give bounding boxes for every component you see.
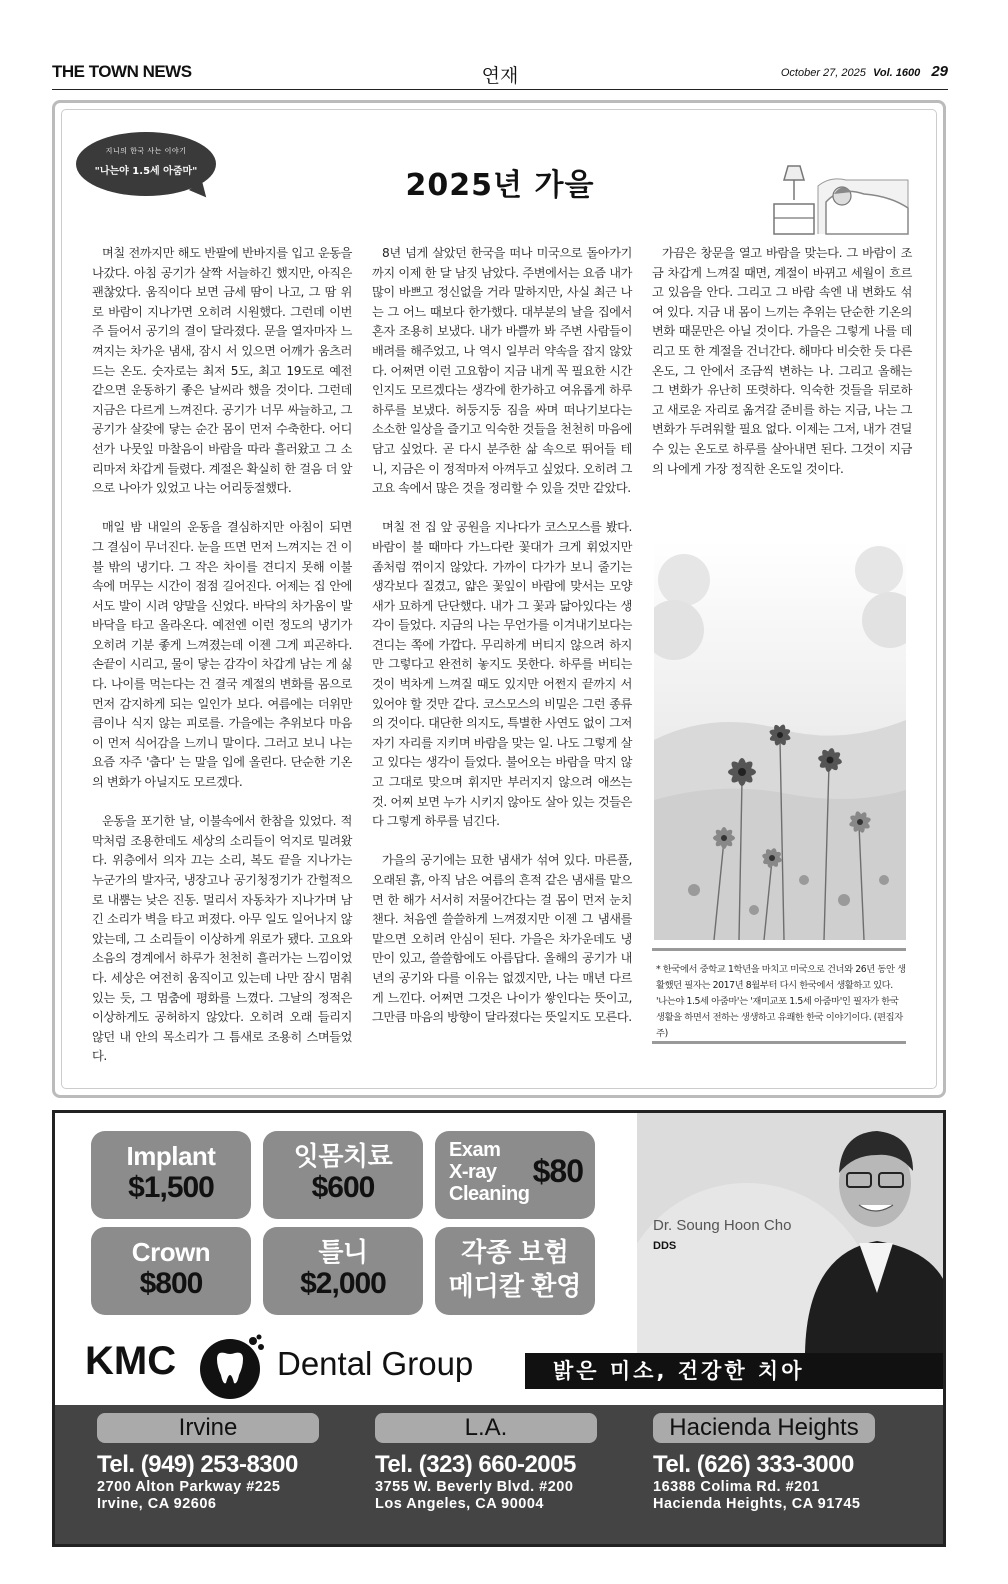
location-address-line2: Hacienda Heights, CA 91745	[653, 1496, 861, 1512]
pill-label: 틀니	[318, 1237, 368, 1267]
article-column-1	[92, 244, 352, 1087]
ad-price-area	[55, 1113, 635, 1353]
dental-advertisement	[52, 1110, 946, 1547]
editor-note: * 한국에서 중학교 1학년을 마치고 미국으로 건너와 26년 동안 생활했던 필자는 2017년 8월부터 다시 한국에서 생활하고 있다. '나는야 1.5세 아줌마'는 '재미교포 1.5세 아줌마'인 필자가 한국 생활을 하면서 전하는 생생하고 유쾌한 한국 이야기이다. (편집자 주)	[656, 964, 906, 1039]
doctor-degree: DDS	[653, 1240, 677, 1252]
cleaning-label: Cleaning	[449, 1183, 530, 1205]
pill-price: $800	[139, 1267, 203, 1300]
location-city: Hacienda Heights	[653, 1413, 875, 1443]
paragraph: 운동을 포기한 날, 이불속에서 한참을 있었다. 적막처럼 조용한데도 세상의 소리들이 억지로 밀려왔다. 위층에서 의자 끄는 소리, 복도 끝을 지나가는 누군가의 발자국, 냉장고나 공기청정기가 간헐적으로 내뿜는 낮은 진동. 멀리서 자동차가 지나가며 남긴 소리가 벽을 타고 퍼졌다. 아무 일도 일어나지 않았는데, 그 소리들이 이상하게 위로가 됐다. 고요와 소음의 경계에서 하루가 천천히 흘러가는 느낌이었다. 세상은 여전히 움직이고 있는데 나만 잠시 멈춰 있는 듯, 그 멈춤에 평화를 느꼈다. 그날의 정적은 이상하게도 공허하지 않았다. 오히려 오래 들리지 않던 내 안의 목소리가 그 틈새로 조용히 스며들었다.	[92, 814, 352, 1064]
paragraph: 가끔은 창문을 열고 바람을 맞는다. 그 바람이 조금 차갑게 느껴질 때면, 계절이 바뀌고 세월이 흐르고 있음을 안다. 그리고 그 바람 속엔 내 변화도 섞여 있다. 지금 내 몸이 느끼는 추위는 단순한 기온의 변화 때문만은 아닐 것이다. 가을은 그렇게 나를 데리고 또 한 계절을 건너간다. 해마다 비슷한 듯 다른 온도, 그 안에서 조금씩 변하는 나. 그리고 올해는 그 변화가 유난히 또렷하다. 익숙한 것들을 뒤로하고 새로운 자리로 옮겨갈 준비를 하는 지금, 나는 그 변화가 두려워할 필요 없다. 이제는 그저, 내가 견딜 수 있는 온도로 하루를 살아내면 된다. 그것이 지금의 나에게 가장 정직한 온도일 것이다.	[652, 246, 912, 476]
section-name: 연재	[481, 65, 519, 87]
issue-date: October 27, 2025	[780, 67, 866, 79]
pill-price: $600	[311, 1171, 375, 1204]
location-address-line1: 16388 Colima Rd. #201	[653, 1479, 820, 1495]
paragraph: 매일 밤 내일의 운동을 결심하지만 아침이 되면 그 결심이 무너진다. 눈을 뜨면 먼저 느껴지는 건 이불 밖의 냉기다. 그 작은 차이를 견디지 못해 이불 속에 머무는 시간이 점점 길어진다. 어제는 집 안에서도 발이 시려 양말을 신었다. 바닥의 차가움이 발바닥을 타고 올라온다. 예전엔 이런 정도의 냉기가 오히려 기분 좋게 느껴졌는데 이젠 그게 피곤하다. 손끝이 시리고, 물이 닿는 감각이 차갑게 남는 게 싫다. 나이를 먹는다는 건 결국 계절의 변화를 몸으로 먼저 감지하게 되는 일인가 보다. 여름에는 더위만큼이나 식지 않는 피로를. 가을에는 추위보다 마음이 먼저 식어감을 느끼니 말이다. 그러고 보니 나는 요즘 자주 '춥다' 는 말을 입에 올린다. 단순한 기온의 변화가 아닐지도 모르겠다.	[92, 520, 352, 790]
insurance-line: 각종 보험	[461, 1237, 569, 1267]
location-address-line1: 2700 Alton Parkway #225	[97, 1479, 281, 1495]
article-title: 2025년 가을	[405, 168, 595, 203]
note-divider-bottom	[652, 1041, 906, 1044]
page-header	[52, 60, 948, 90]
exam-price: $80	[532, 1153, 583, 1189]
tooth-logo-icon	[197, 1331, 267, 1401]
pill-price: $1,500	[128, 1171, 214, 1204]
exam-services	[449, 1139, 529, 1205]
location-phone[interactable]: Tel. (626) 333-3000	[653, 1451, 854, 1478]
location-phone[interactable]: Tel. (949) 253-8300	[97, 1451, 298, 1478]
location-address-line1: 3755 W. Beverly Blvd. #200	[375, 1479, 574, 1495]
paragraph: 가을의 공기에는 묘한 냄새가 섞여 있다. 마른풀, 오래된 흙, 아직 남은 여름의 흔적 같은 냄새를 맡으면 한 해가 서서히 저물어간다는 걸 몸이 먼저 눈치챈다. 처음엔 쓸쓸하게 느껴졌지만 이젠 그 냄새를 맡으면 오히려 안심이 된다. 가을은 차가운데도 냉만이 있고, 쓸쓸함에도 아름답다. 올해의 공기가 내년의 공기와 다를 이유는 없겠지만, 나는 매년 다르게 느낀다. 어쩌면 그것은 나이가 쌓인다는 뜻이고, 그만큼 마음의 방향이 달라졌다는 뜻일지도 모른다.	[372, 853, 632, 1025]
note-divider-top	[652, 948, 906, 951]
denture-pill	[263, 1227, 423, 1315]
article-column-3	[652, 244, 912, 499]
series-subtitle: 지니의 한국 사는 이야기	[105, 147, 187, 155]
page-number: 29	[931, 63, 948, 80]
paragraph: 8년 넘게 살았던 한국을 떠나 미국으로 돌아가기까지 이제 한 달 남짓 남았다. 주변에서는 요즘 내가 많이 바쁘고 정신없을 거라 말하지만, 사실 최근 나는 그 어느 때보다 한가했다. 대부분의 날을 집에서 혼자 조용히 보냈다. 내가 바쁠까 봐 주변 사람들이 배려를 해주었고, 나 역시 일부러 약속을 잡지 않았다. 어쩌면 이런 고요함이 지금 내게 꼭 필요한 시간인지도 모르겠다는 생각에 한가하고 여유롭게 하루하루를 보냈다. 허둥지둥 짐을 싸며 떠나기보다는 소소한 일상을 즐기고 익숙한 것들을 천천히 마음에 담고 싶었다. 곧 다시 분주한 삶 속으로 뛰어들 테니, 지금은 이 정적마저 아껴두고 싶었다. 오히려 그 고요 속에서 많은 것을 정리할 수 있을 것만 같았다.	[372, 246, 632, 496]
location-phone[interactable]: Tel. (323) 660-2005	[375, 1451, 576, 1478]
gum-treatment-pill	[263, 1131, 423, 1219]
pill-price: $2,000	[300, 1267, 386, 1300]
newspaper-name: THE TOWN NEWS	[52, 62, 192, 81]
location-city: L.A.	[375, 1413, 597, 1443]
implant-pill	[91, 1131, 251, 1219]
pill-label: Crown	[131, 1237, 211, 1267]
location-address-line2: Irvine, CA 92606	[97, 1496, 217, 1512]
insurance-pill	[435, 1227, 595, 1315]
crown-pill	[91, 1227, 251, 1315]
medical-line: 메디칼 환영	[448, 1271, 582, 1301]
pill-label: 잇몸치료	[293, 1141, 393, 1171]
bedroom-illustration	[770, 156, 910, 236]
issue-volume: Vol. 1600	[872, 67, 921, 79]
series-title: "나는야 1.5세 아줌마"	[94, 166, 198, 177]
location-hacienda-heights	[653, 1413, 913, 1513]
exam-label: Exam	[449, 1139, 501, 1161]
pill-label: Implant	[126, 1141, 216, 1171]
brand-kmc: KMC	[85, 1339, 177, 1383]
paragraph: 며칠 전까지만 해도 반팔에 반바지를 입고 운동을 나갔다. 아침 공기가 살짝 서늘하긴 했지만, 아직은 괜찮았다. 움직이다 보면 금세 땀이 나고, 그 땀 위로 바람이 지나가면 오히려 시원했다. 그런데 이번 주 들어서 공기의 결이 달라졌다. 문을 열자마자 느껴지는 차가운 냄새, 잠시 서 있으면 어깨가 움츠러드는 온도. 숫자로는 최저 5도, 최고 19도로 예전 같으면 운동하기 좋은 날씨라 했을 것이다. 그런데 지금은 다르게 느껴진다. 공기가 너무 싸늘하고, 그 공기가 살갗에 닿는 순간 몸이 먼저 수축한다. 어디선가 나뭇잎 마찰음이 바람을 따라 흘러왔고 그 소리마저 차갑게 들렸다. 계절은 확실히 한 걸음 더 앞으로 나아가 있었고 나는 어리둥절했다.	[92, 246, 352, 496]
paragraph: 며칠 전 집 앞 공원을 지나다가 코스모스를 봤다. 바람이 불 때마다 가느다란 꽃대가 크게 휘었지만 좀처럼 꺾이지 않았다. 가까이 다가가 보니 줄기는 생각보다 질겼고, 얇은 꽃잎이 바람에 맞서는 모양새가 묘하게 단단했다. 내가 그 꽃과 닮아있다는 생각이 들었다. 지금의 나는 무언가를 이겨내기보다는 견디는 쪽에 가깝다. 무리하게 버티지 않으려 하지만 그렇다고 완전히 놓지도 못한다. 하루를 버티는 것이 벅차게 느껴질 때도 있지만 어쩐지 끝까지 서 있어야 할 것만 같다. 코스모스의 비밀은 그런 종류의 것이다. 대단한 의지도, 특별한 사연도 없이 그저 자기 자리를 지키며 바람을 맞는 일. 나도 그렇게 살고 있다는 생각이 들었다. 불어오는 바람을 막지 않고 그대로 맞으며 휘지만 부러지지 않으려 애쓰는 것. 어찌 보면 누가 시키지 않아도 살아 있는 것들은 다 그렇게 하루를 넘긴다.	[372, 520, 632, 829]
issue-meta	[781, 63, 948, 80]
article-column-2	[372, 244, 632, 1047]
ad-slogan: 밝은 미소, 건강한 치아	[525, 1353, 946, 1389]
location-la	[375, 1413, 635, 1513]
location-address-line2: Los Angeles, CA 90004	[375, 1496, 544, 1512]
location-city: Irvine	[97, 1413, 319, 1443]
xray-label: X-ray	[449, 1161, 497, 1183]
exam-pill	[435, 1131, 595, 1219]
location-irvine	[97, 1413, 357, 1513]
cosmos-flower-illustration	[654, 540, 906, 940]
brand-dental-group: Dental Group	[277, 1345, 474, 1382]
doctor-name: Dr. Soung Hoon Cho	[653, 1217, 792, 1234]
